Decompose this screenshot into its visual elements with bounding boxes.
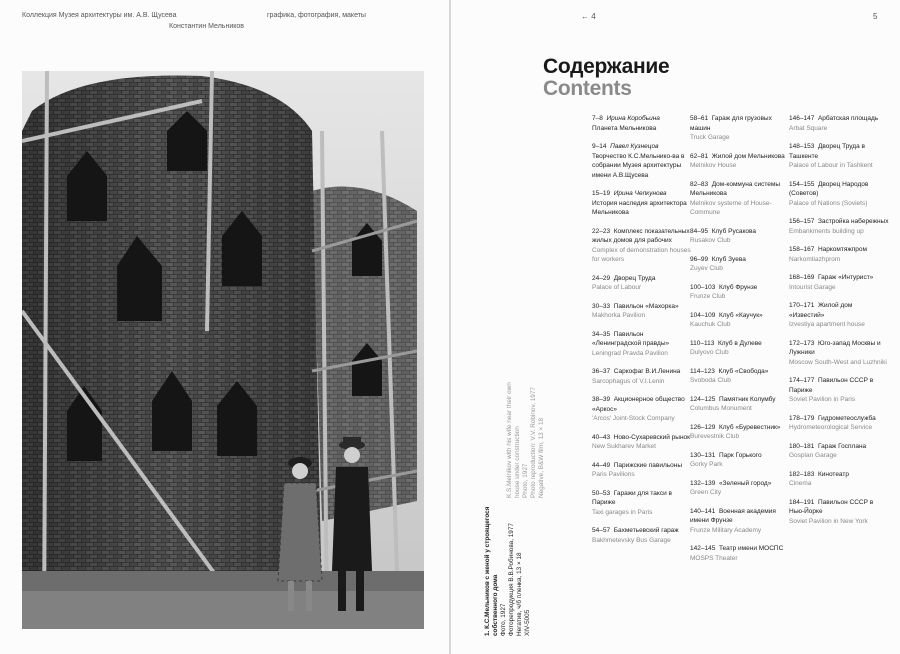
toc-entry[interactable] (592, 330, 692, 359)
toc-title-en: Gosplan Garage (789, 452, 837, 459)
toc-title-ru: «Зеленый город» (718, 479, 772, 487)
caption-line: Негатив, ч/б пленка, 13 × 18 (516, 552, 523, 636)
toc-entry[interactable] (592, 489, 692, 518)
toc-entry[interactable] (690, 339, 790, 358)
toc-entry[interactable] (690, 152, 790, 171)
contents-column-3 (789, 114, 889, 535)
toc-title-en: Narkomtiazhprom (789, 255, 841, 263)
toc-entry[interactable] (690, 114, 790, 143)
toc-title-en: Sarcophagus of V.I.Lenin (592, 377, 665, 385)
toc-page-range: 184–191 (789, 498, 815, 506)
caption-line: 1. К.С.Мельников с женой у строящегося (484, 506, 491, 636)
toc-page-range: 62–81 (690, 152, 709, 160)
toc-title-en: Palace of Labour (592, 284, 642, 291)
toc-entry[interactable] (690, 479, 790, 498)
toc-page-range: 9–14 (592, 143, 607, 150)
toc-title-ru: Дворец Труда в Ташкенте (789, 143, 865, 160)
toc-entry[interactable] (789, 339, 889, 368)
toc-title-ru: Гидрометеослужба (817, 414, 876, 422)
toc-page-range: 84–95 (690, 227, 709, 235)
toc-title-en: Bakhmetevsky Bus Garage (592, 536, 671, 544)
toc-author: Ирина Чепкунова (613, 190, 667, 197)
caption-line: Photo, 1927 (522, 463, 529, 498)
header-collection-types: графика, фотография, макеты (267, 12, 366, 19)
toc-title-ru: Театр имени МОСПС (718, 545, 784, 552)
toc-page-range: 104–109 (690, 311, 716, 319)
toc-page-range: 180–181 (789, 442, 815, 450)
toc-title-ru: Дом-коммуна системы Мельникова (690, 180, 781, 197)
toc-page-range: 24–29 (592, 274, 611, 282)
caption-line: Negative, B&W film, 13 × 18 (538, 417, 545, 498)
toc-title-en: Frunze Military Academy (690, 526, 762, 534)
toc-entry[interactable] (690, 544, 790, 563)
toc-page-range: 130–131 (690, 451, 716, 459)
caption-line: Фоторепродукция В.В.Робинова, 1977 (508, 523, 515, 636)
toc-title-en: Frunze Club (690, 293, 726, 300)
toc-title-en: Zuyev Club (690, 265, 723, 272)
toc-title-en: Hydrometeorological Service (789, 424, 873, 431)
toc-page-range: 58–61 (690, 115, 709, 122)
toc-title-ru: Юго-запад Москвы и Лужники (789, 339, 881, 356)
toc-entry[interactable] (789, 180, 889, 209)
toc-page-range: 182–183 (789, 470, 815, 478)
toc-page-range: 110–113 (690, 339, 715, 347)
toc-page-range: 174–177 (789, 377, 815, 384)
toc-page-range: 7–8 (592, 115, 603, 122)
toc-entry[interactable] (690, 311, 790, 330)
toc-entry[interactable] (789, 442, 889, 461)
toc-page-range: 34–35 (592, 330, 611, 338)
page-number-left: ← 4 (581, 12, 596, 21)
toc-author: Ирина Коробьина (606, 115, 660, 122)
toc-entry[interactable] (592, 367, 692, 386)
toc-title-ru: Клуб Русакова (711, 227, 757, 235)
toc-title-en: Embankments building up (789, 227, 864, 235)
toc-title-ru: Гараж Госплана (817, 442, 867, 450)
toc-title-ru: Кинотеатр (817, 470, 849, 478)
toc-title-en: Taxi garages in Paris (592, 508, 653, 516)
caption-line: Фото, 1927 (500, 603, 507, 636)
toc-title-ru: Дворец Народов (Советов) (789, 180, 869, 197)
toc-title-en: Kauchuk Club (690, 321, 731, 328)
toc-entry[interactable] (789, 498, 889, 527)
caption-line: ХIV-5005 (524, 609, 531, 636)
toc-page-range: 22–23 (592, 227, 611, 235)
toc-title-en: Palace of Nations (Soviets) (789, 199, 868, 207)
toc-page-range: 172–173 (789, 339, 815, 347)
toc-title-ru: Саркофаг В.И.Ленина (613, 368, 681, 375)
photo-illustration (22, 71, 424, 629)
caption-line: собственного дома (492, 574, 499, 636)
toc-entry[interactable] (690, 507, 790, 536)
toc-page-range: 54–57 (592, 527, 611, 534)
toc-entry[interactable] (592, 114, 692, 133)
contents-title-ru: Содержание (543, 55, 670, 78)
toc-entry[interactable] (592, 302, 692, 321)
toc-title-ru: Памятник Колумбу (718, 395, 776, 403)
toc-entry[interactable] (690, 423, 790, 442)
toc-title-en: New Sukharev Market (592, 443, 656, 450)
toc-entry[interactable] (690, 227, 790, 246)
toc-title-en: Dulyovo Club (690, 349, 729, 356)
toc-title-en: Palace of Labour in Tashkent (789, 162, 873, 169)
toc-title-ru: Застройка набережных (817, 218, 889, 225)
toc-entry[interactable] (789, 470, 889, 489)
toc-page-range: 178–179 (789, 414, 815, 422)
toc-entry[interactable] (789, 376, 889, 405)
toc-page-range: 148–153 (789, 143, 815, 150)
toc-title-en: Columbus Monument (690, 405, 752, 412)
toc-title-ru: Творчество К.С.Мельнико-ва в собрании Музея архитектуры имени А.В.Щусева (592, 152, 685, 179)
toc-title-ru: Дворец Труда (613, 274, 656, 282)
toc-title-en: Rusakov Club (690, 237, 731, 244)
toc-title-en: Paris Pavilions (592, 471, 635, 478)
toc-title-en: Soviet Pavilion in New York (789, 517, 868, 525)
toc-title-en: Melnikov House (690, 162, 737, 169)
toc-title-ru: Парк Горького (718, 451, 762, 459)
toc-title-ru: Клуб Зуева (711, 255, 746, 263)
toc-title-ru: История наследия архитектора Мельникова (592, 199, 687, 216)
toc-title-ru: Клуб «Свобода» (718, 367, 769, 375)
toc-title-ru: Комплекс показательных жилых домов для рабочих (592, 227, 690, 244)
toc-entry[interactable] (690, 367, 790, 386)
toc-title-ru: Гараж «Интурист» (817, 274, 874, 281)
toc-page-range: 168–169 (789, 274, 815, 281)
toc-title-ru: Клуб в Дулеве (717, 339, 762, 347)
toc-page-range: 100–103 (690, 283, 716, 291)
figure-caption-en (506, 338, 546, 498)
toc-page-range: 36–37 (592, 368, 611, 375)
toc-entry[interactable] (789, 217, 889, 236)
contents-column-2 (690, 114, 790, 572)
toc-page-range: 96–99 (690, 255, 709, 263)
toc-entry[interactable] (592, 189, 692, 218)
toc-title-ru: Жилой дом «Известий» (789, 302, 853, 319)
toc-title-en: Makhorka Pavilion (592, 312, 646, 319)
toc-title-en: Complex of demonstration houses for workers (592, 246, 691, 263)
toc-title-en: Burevestnik Club (690, 433, 740, 440)
toc-entry[interactable] (690, 451, 790, 470)
toc-entry[interactable] (592, 142, 692, 180)
toc-title-en: MOSPS Theater (690, 554, 738, 562)
contents-column-1 (592, 114, 692, 554)
toc-title-en: Melnikov systeme of House-Commune (690, 199, 772, 216)
toc-page-range: 132–139 (690, 479, 716, 487)
toc-author: Павел Кузнецов (610, 143, 659, 150)
historic-photo (22, 71, 424, 629)
toc-title-ru: Бахметьевский гараж (613, 527, 679, 534)
toc-entry[interactable] (592, 433, 692, 452)
toc-title-ru: Планета Мельникова (592, 124, 657, 132)
toc-title-ru: Павильон «Махорка» (613, 302, 679, 310)
toc-title-ru: Акционерное общество «Аркос» (592, 396, 685, 413)
toc-title-en: Moscow South-West and Luzhniki (789, 358, 887, 366)
toc-title-ru: Гаражи для такси в Париже (592, 489, 672, 506)
toc-page-range: 44–49 (592, 461, 611, 469)
toc-entry[interactable] (789, 114, 889, 133)
header-author: Константин Мельников (169, 23, 244, 30)
toc-title-ru: Военная академия имени Фрунзе (690, 507, 776, 524)
toc-page-range: 40–43 (592, 433, 611, 441)
toc-title-ru: Клуб Фрунзе (718, 283, 758, 291)
toc-entry[interactable] (592, 227, 692, 265)
toc-entry[interactable] (592, 526, 692, 545)
caption-line: K.S.Melnikov with his wife near their own (506, 382, 513, 498)
toc-title-ru: Клуб «Буревестник» (718, 423, 781, 431)
toc-title-ru: Павильон СССР в Нью-Йорке (789, 498, 874, 515)
toc-title-en: Izvestiya apartment house (789, 321, 865, 328)
toc-title-en: Gorky Park (690, 461, 723, 468)
toc-entry[interactable] (789, 414, 889, 433)
figure-caption-ru (484, 476, 532, 636)
toc-entry[interactable] (789, 301, 889, 330)
toc-page-range: 170–171 (789, 302, 815, 309)
toc-entry[interactable] (592, 274, 692, 293)
toc-entry[interactable] (690, 395, 790, 414)
toc-entry[interactable] (592, 461, 692, 480)
page-number-right: 5 (873, 12, 878, 21)
toc-title-en: 'Arcos' Joint-Stock Company (592, 415, 675, 422)
toc-page-range: 114–123 (690, 367, 715, 375)
toc-title-ru: Арбатская площадь (817, 115, 879, 122)
toc-title-ru: Жилой дом Мельникова (711, 152, 785, 160)
toc-title-en: Leningrad Pravda Pavilion (592, 349, 668, 357)
toc-title-en: Intourist Garage (789, 283, 836, 291)
toc-page-range: 154–155 (789, 180, 815, 188)
toc-entry[interactable] (690, 255, 790, 274)
toc-entry[interactable] (789, 273, 889, 292)
toc-page-range: 15–19 (592, 190, 611, 197)
toc-title-ru: Наркомтяжпром (817, 246, 867, 253)
toc-title-ru: Павильон СССР в Париже (789, 377, 874, 394)
toc-entry[interactable] (789, 142, 889, 171)
toc-title-en: Svoboda Club (690, 377, 731, 384)
toc-title-ru: Клуб «Каучук» (718, 311, 763, 319)
caption-line: Photo reproduction: V.V. Robinov, 1977 (530, 387, 537, 498)
toc-page-range: 146–147 (789, 115, 815, 122)
toc-title-en: Cinema (789, 480, 812, 487)
toc-page-range: 124–125 (690, 395, 716, 403)
toc-page-range: 140–141 (690, 507, 716, 515)
toc-title-en: Truck Garage (690, 134, 730, 141)
toc-title-en: Soviet Pavilion in Paris (789, 396, 856, 403)
toc-page-range: 156–157 (789, 218, 815, 225)
toc-title-ru: Гараж для грузовых машин (690, 115, 772, 132)
toc-entry[interactable] (690, 283, 790, 302)
toc-entry[interactable] (789, 245, 889, 264)
header-collection: Коллекция Музея архитектуры им. А.В. Щусева (22, 12, 177, 19)
toc-page-range: 50–53 (592, 489, 611, 497)
toc-page-range: 158–167 (789, 246, 815, 253)
toc-title-ru: Павильон «Ленинградской правды» (592, 330, 670, 347)
toc-page-range: 126–129 (690, 423, 716, 431)
toc-title-en: Arbat Square (789, 124, 828, 132)
toc-title-en: Green City (690, 489, 722, 496)
caption-line: house under construction (514, 426, 521, 498)
toc-entry[interactable] (690, 180, 790, 218)
toc-page-range: 38–39 (592, 396, 611, 403)
toc-entry[interactable] (592, 395, 692, 424)
toc-page-range: 142–145 (690, 545, 716, 552)
toc-title-ru: Парижские павильоны (613, 461, 683, 469)
toc-page-range: 30–33 (592, 302, 611, 310)
toc-page-range: 82–83 (690, 180, 709, 188)
contents-title-en: Contents (543, 77, 632, 100)
toc-title-ru: Ново-Сухаревский рынок (613, 433, 691, 441)
